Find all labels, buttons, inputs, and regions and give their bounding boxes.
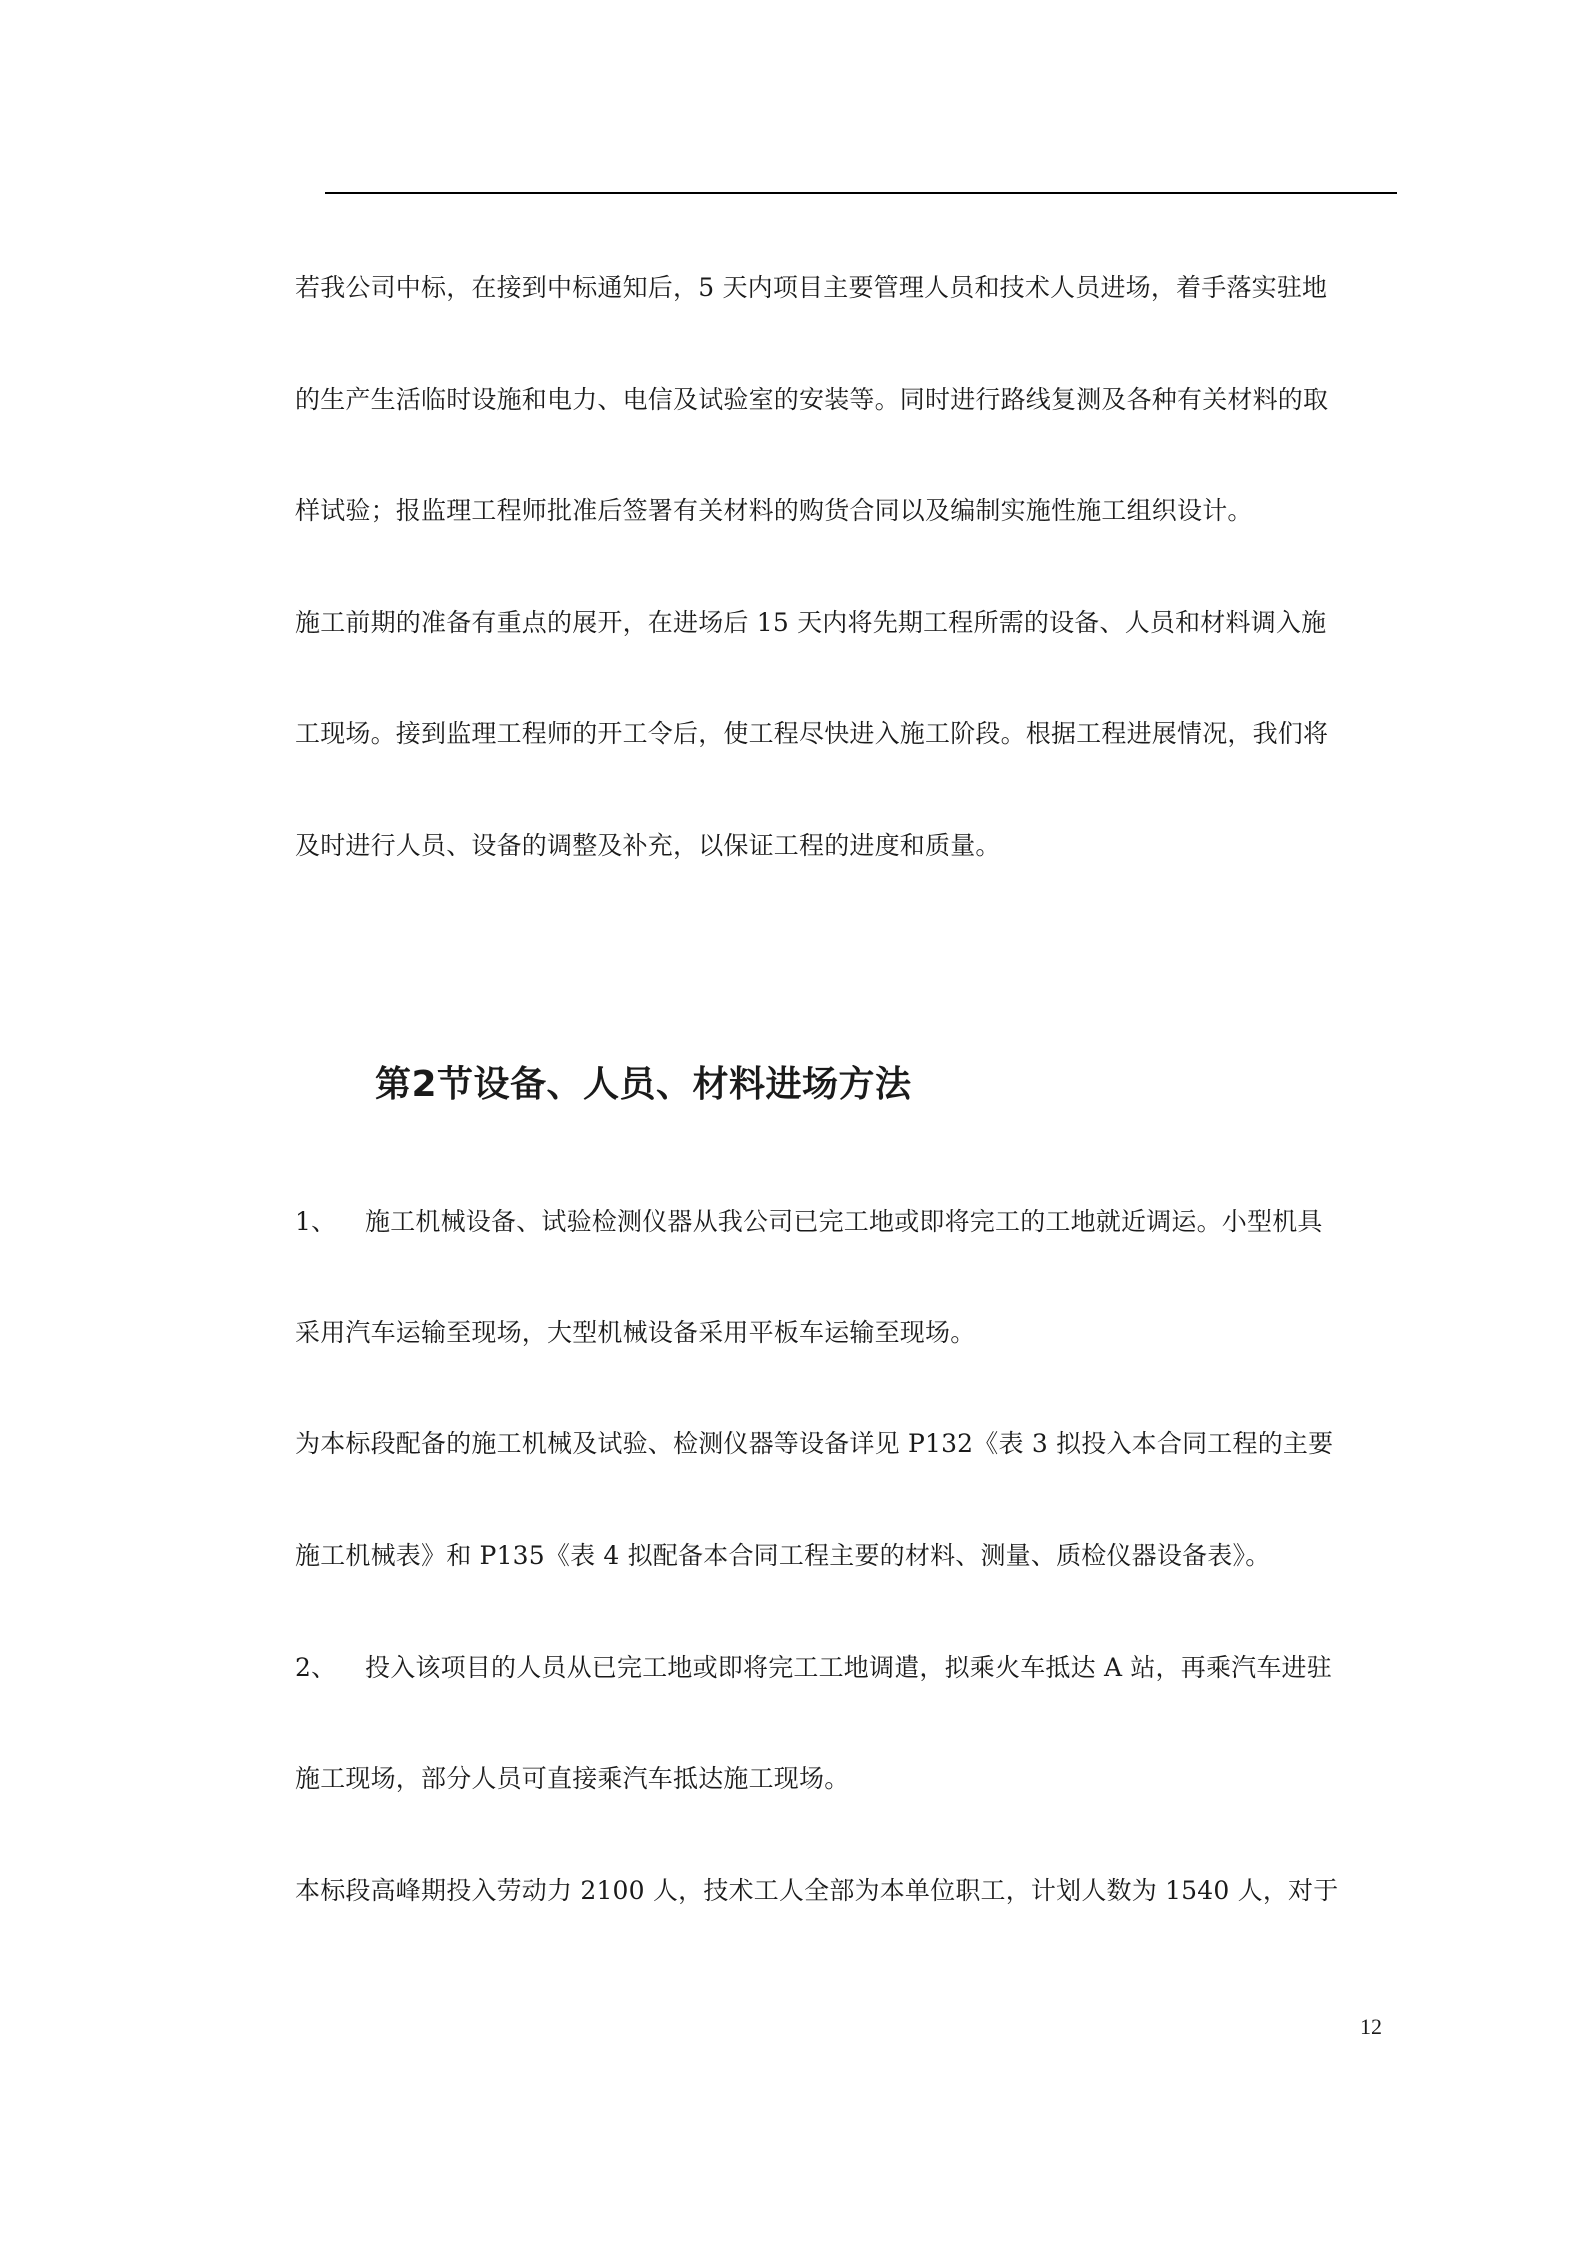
item2-line2: 施工现场，部分人员可直接乘汽车抵达施工现场。 (295, 1764, 850, 1793)
item2-line1 (295, 1648, 1435, 1688)
paragraph3-line2: 施工机械表》和 P135《表 4 拟配备本合同工程主要的材料、测量、质检仪器设备表》。 (295, 1541, 1271, 1570)
paragraph3-line1: 为本标段配备的施工机械及试验、检测仪器等设备详见 P132《表 3 拟投入本合同工程的主要 (295, 1429, 1334, 1458)
item1-number: 1、 (295, 1207, 337, 1236)
item1-text: 施工机械设备、试验检测仪器从我公司已完工地或即将完工的工地就近调运。小型机具 (365, 1207, 1323, 1236)
item1-line2: 采用汽车运输至现场，大型机械设备采用平板车运输至现场。 (295, 1318, 976, 1347)
item2-text: 投入该项目的人员从已完工地或即将完工工地调遣，拟乘火车抵达 A 站，再乘汽车进驻 (365, 1653, 1332, 1682)
item2-number: 2、 (295, 1653, 337, 1682)
paragraph4-line1: 本标段高峰期投入劳动力 2100 人，技术工人全部为本单位职工，计划人数为 1540 人，对于 (295, 1876, 1339, 1905)
item1-line1 (295, 1202, 1435, 1242)
paragraph2-line2: 工现场。接到监理工程师的开工令后，使工程尽快进入施工阶段。根据工程进展情况，我们将 (295, 719, 1329, 748)
paragraph1-line1: 若我公司中标，在接到中标通知后，5 天内项目主要管理人员和技术人员进场，着手落实驻地 (295, 273, 1328, 302)
page-number: 12 (1360, 2014, 1382, 2039)
header-rule (325, 192, 1397, 194)
paragraph1-line3: 样试验；报监理工程师批准后签署有关材料的购货合同以及编制实施性施工组织设计。 (295, 496, 1253, 525)
paragraph2-line3: 及时进行人员、设备的调整及补充，以保证工程的进度和质量。 (295, 831, 1001, 860)
paragraph2-line1: 施工前期的准备有重点的展开，在进场后 15 天内将先期工程所需的设备、人员和材料调入施 (295, 608, 1327, 637)
section-title: 第2节设备、人员、材料进场方法 (375, 1064, 912, 1105)
paragraph1-line2: 的生产生活临时设施和电力、电信及试验室的安装等。同时进行路线复测及各种有关材料的取 (295, 385, 1329, 414)
